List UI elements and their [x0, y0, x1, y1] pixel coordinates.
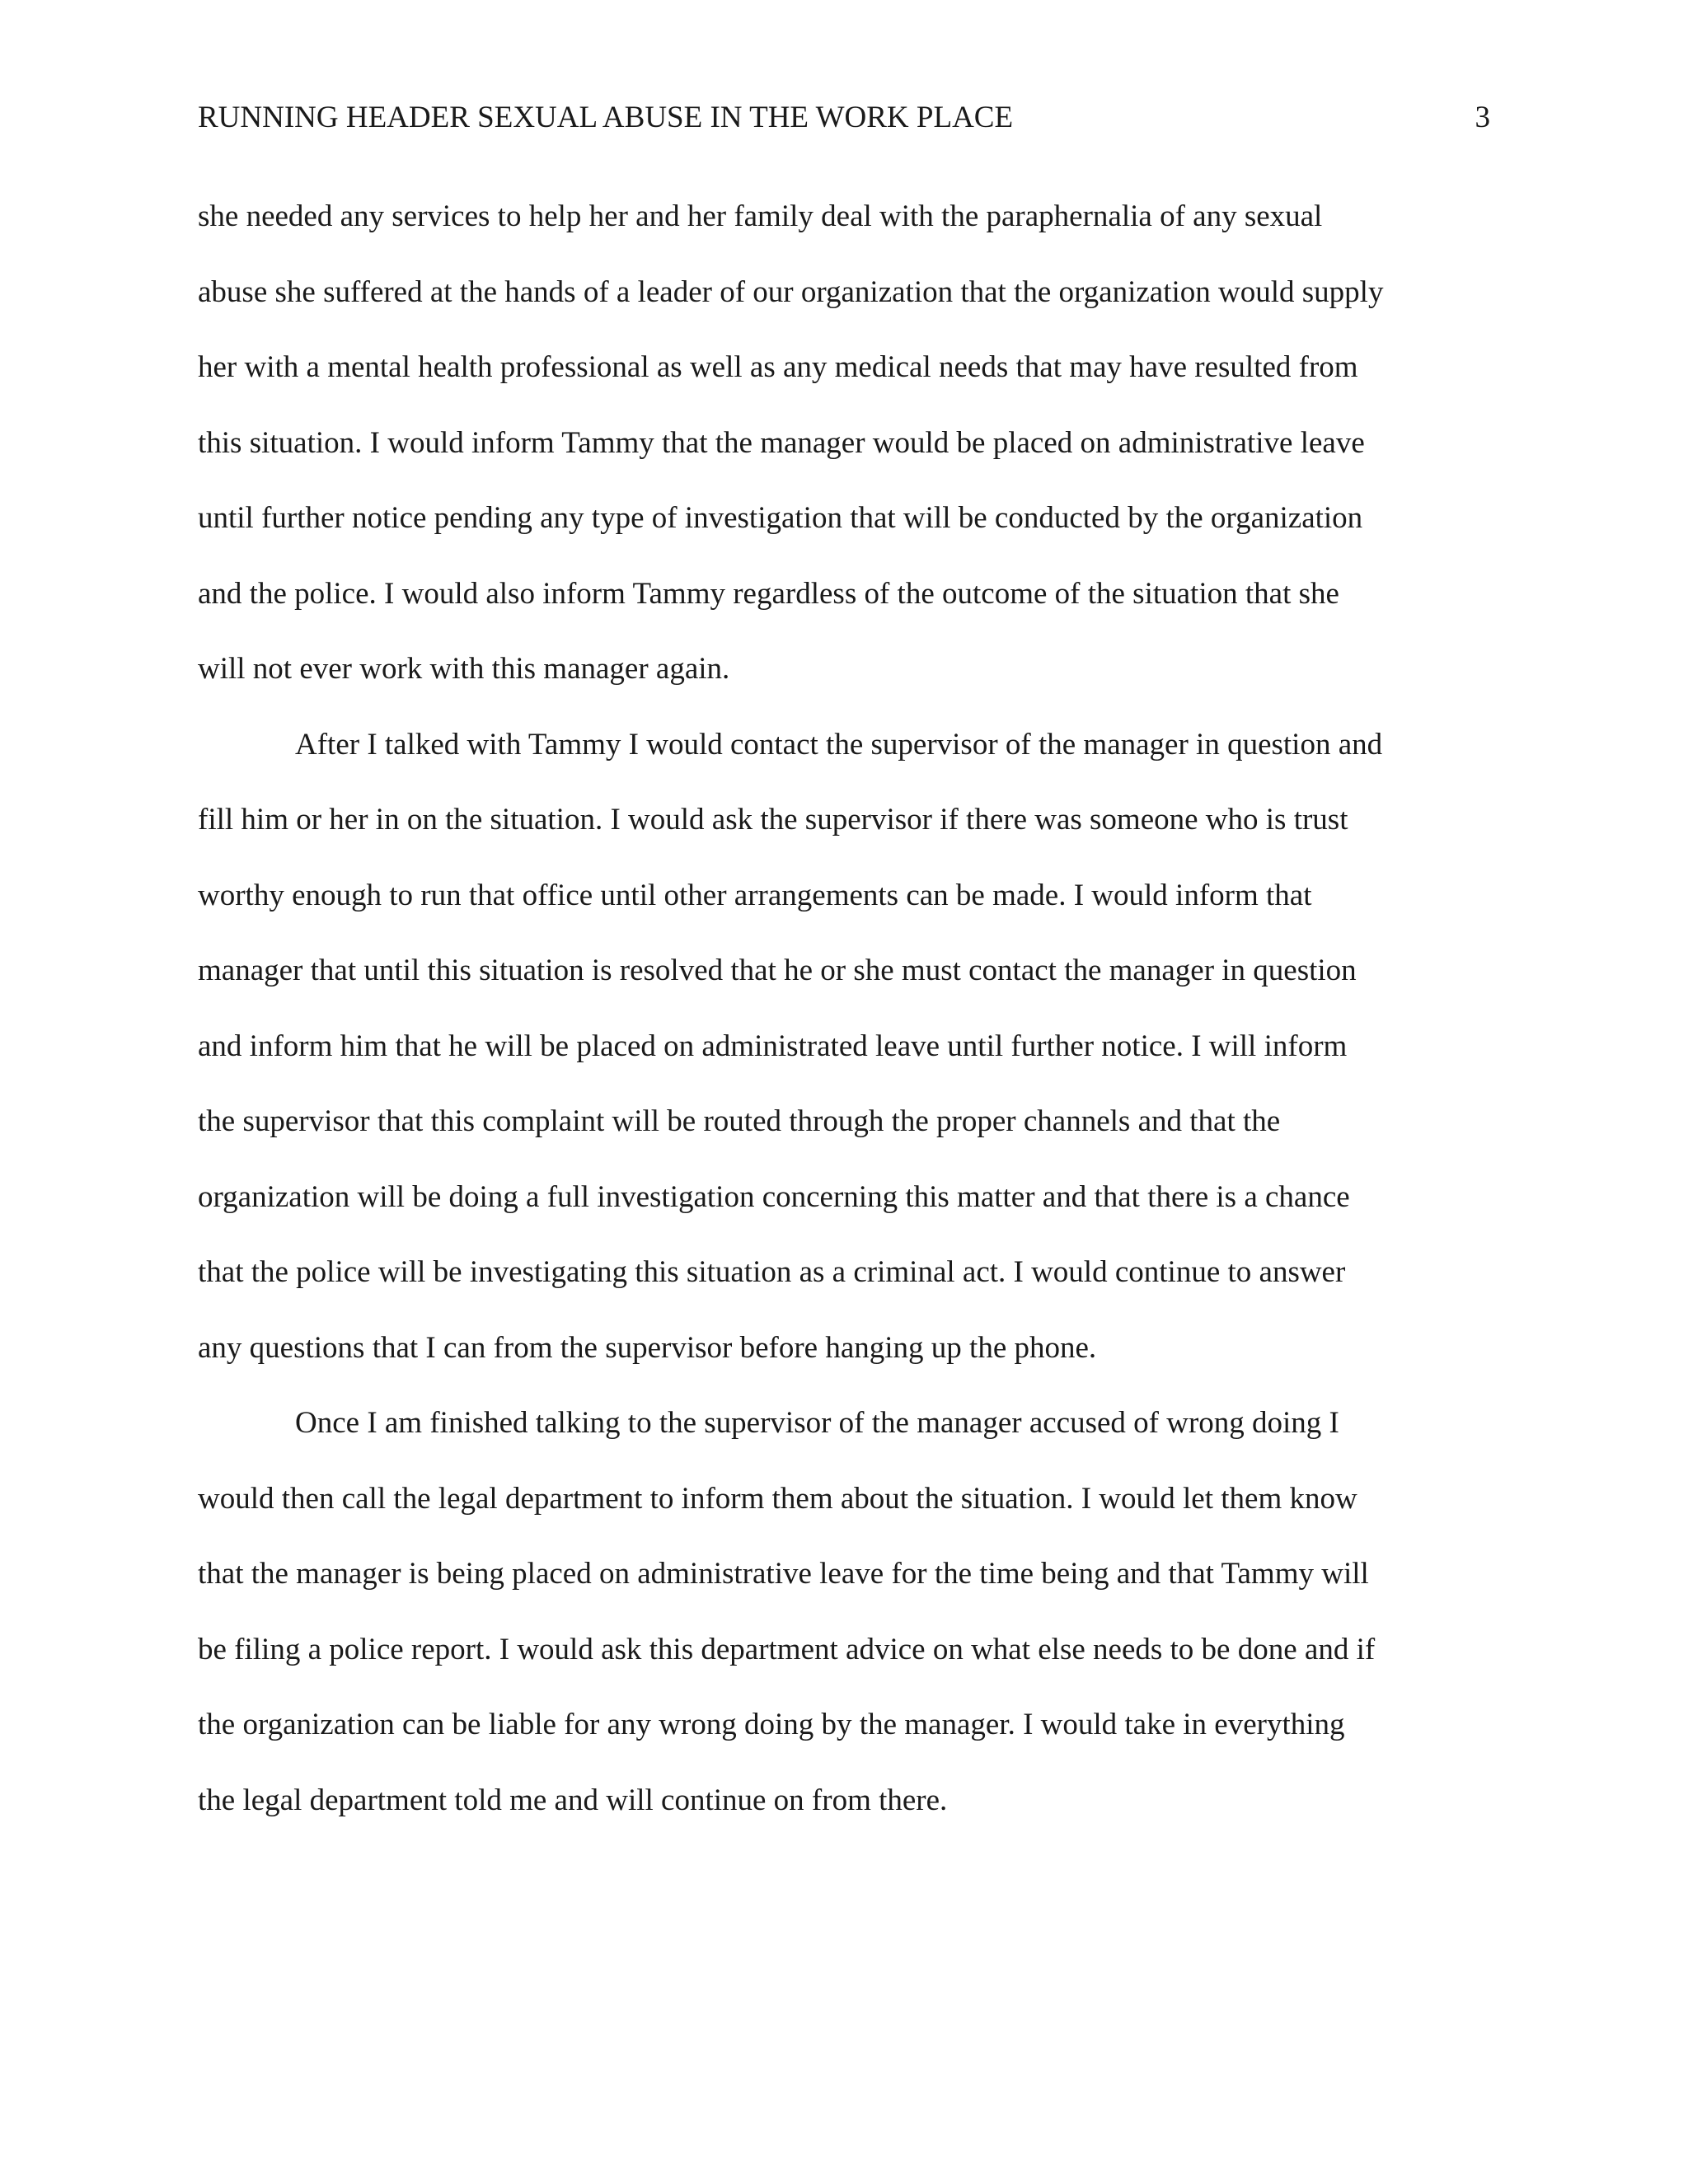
text-line: manager that until this situation is resolved that he or she must contact the manager in question	[198, 954, 1357, 987]
text-line: and inform him that he will be placed on administrated leave until further notice. I will inform	[198, 1029, 1348, 1063]
text-line: she needed any services to help her and her family deal with the paraphernalia of any sexual	[198, 199, 1323, 233]
page-number: 3	[1475, 101, 1490, 134]
running-head: RUNNING HEADER SEXUAL ABUSE IN THE WORK PLACE	[198, 101, 1014, 134]
body-text	[198, 196, 1492, 1855]
paragraph-first-line: After I talked with Tammy I would contact the supervisor of the manager in question and	[295, 727, 1383, 762]
text-line: will not ever work with this manager again.	[198, 652, 730, 686]
text-line: organization will be doing a full investigation concerning this matter and that there is a chance	[198, 1179, 1350, 1214]
text-line: worthy enough to run that office until other arrangements can be made. I would inform that	[198, 878, 1312, 912]
text-line: that the manager is being placed on administrative leave for the time being and that Tammy will	[198, 1557, 1369, 1591]
text-line: would then call the legal department to inform them about the situation. I would let them know	[198, 1481, 1357, 1516]
text-line: any questions that I can from the supervisor before hanging up the phone.	[198, 1330, 1097, 1365]
text-line: and the police. I would also inform Tammy regardless of the outcome of the situation that she	[198, 576, 1339, 611]
text-line: her with a mental health professional as well as any medical needs that may have resulted from	[198, 350, 1358, 384]
text-line: that the police will be investigating this situation as a criminal act. I would continue to answer	[198, 1255, 1346, 1289]
page-header	[198, 97, 1490, 138]
text-line: until further notice pending any type of investigation that will be conducted by the organization	[198, 501, 1363, 535]
text-line: the legal department told me and will continue on from there.	[198, 1783, 948, 1817]
text-line: this situation. I would inform Tammy that the manager would be placed on administrative leave	[198, 425, 1365, 460]
text-line: the supervisor that this complaint will be routed through the proper channels and that the	[198, 1104, 1281, 1138]
text-line: the organization can be liable for any wrong doing by the manager. I would take in everything	[198, 1708, 1345, 1741]
text-line: be filing a police report. I would ask this department advice on what else needs to be done and if	[198, 1632, 1376, 1666]
text-line: fill him or her in on the situation. I would ask the supervisor if there was someone who is trust	[198, 803, 1348, 837]
paragraph-first-line: Once I am finished talking to the supervisor of the manager accused of wrong doing I	[295, 1406, 1339, 1440]
text-line: abuse she suffered at the hands of a leader of our organization that the organization would supply	[198, 274, 1384, 309]
